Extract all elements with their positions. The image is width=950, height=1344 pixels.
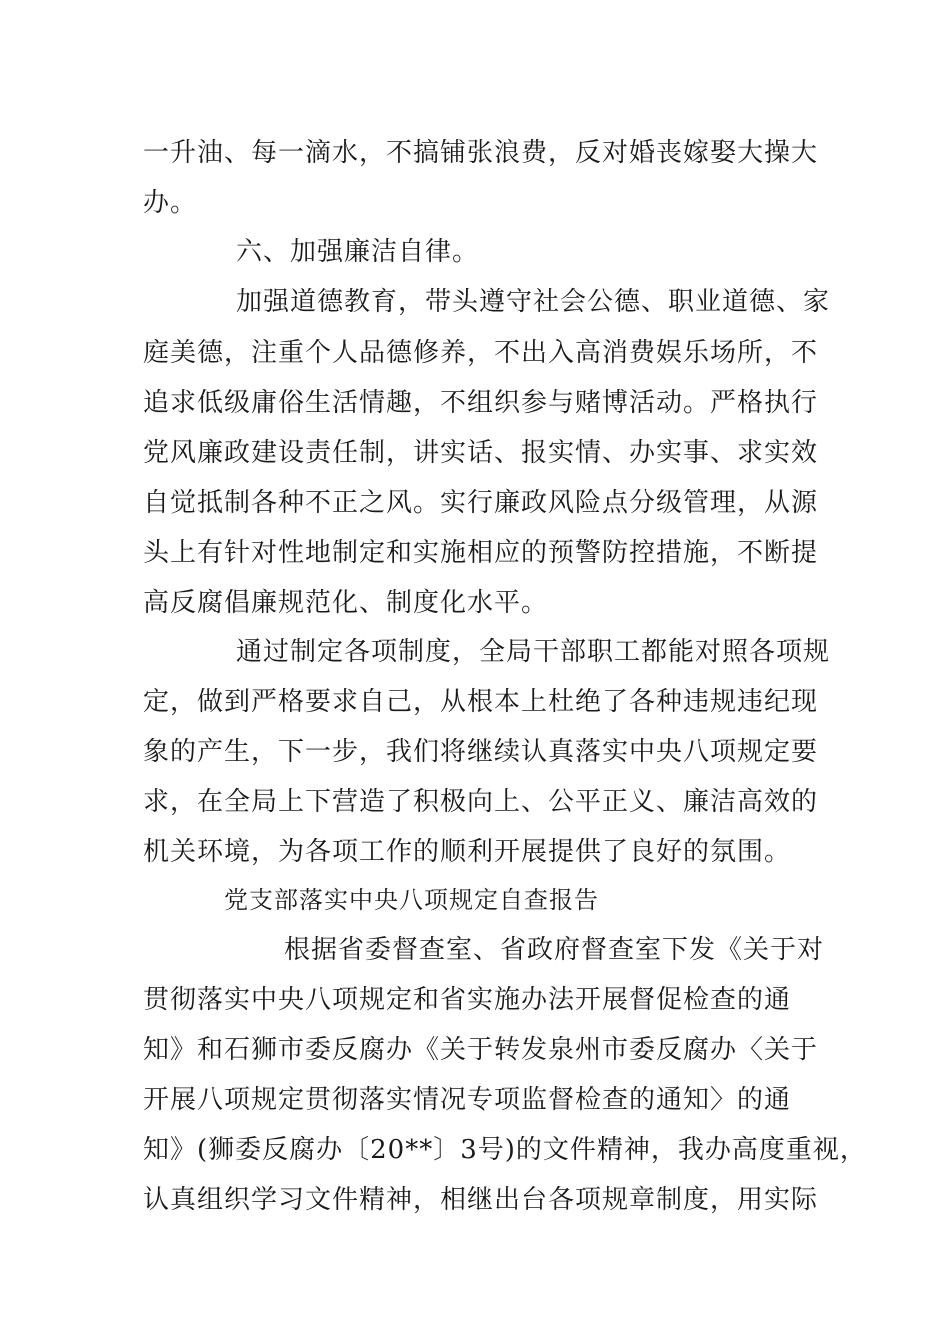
text-line: 机关环境，为各项工作的顺利开展提供了良好的氛围。	[143, 837, 792, 867]
report-title: 党支部落实中央八项规定自查报告	[224, 886, 599, 914]
text-line: 高反腐倡廉规范化、制度化水平。	[143, 588, 549, 618]
text-line: 庭美德，注重个人品德修养，不出入高消费娱乐场所，不	[143, 338, 819, 368]
text-line: 求，在全局上下营造了积极向上、公平正义、廉洁高效的	[143, 787, 819, 817]
paragraph-start: 根据省委督查室、省政府督查室下发《关于对	[284, 935, 825, 965]
text-line: 自觉抵制各种不正之风。实行廉政风险点分级管理，从源	[143, 488, 819, 518]
text-line: 头上有针对性地制定和实施相应的预警防控措施，不断提	[143, 538, 819, 568]
text-line: 办。	[143, 188, 198, 218]
text-line: 开展八项规定贯彻落实情况专项监督检查的通知〉的通	[143, 1085, 792, 1115]
text-line: 追求低级庸俗生活情趣，不组织参与赌博活动。严格执行	[143, 388, 819, 418]
text-line: 一升油、每一滴水，不搞铺张浪费，反对婚丧嫁娶大操大	[143, 138, 819, 168]
text-line: 贯彻落实中央八项规定和省实施办法开展督促检查的通	[143, 985, 792, 1015]
text-line: 象的产生，下一步，我们将继续认真落实中央八项规定要	[143, 737, 819, 767]
text-line: 定，做到严格要求自己，从根本上杜绝了各种违规违纪现	[143, 687, 819, 717]
text-line: 知》和石狮市委反腐办《关于转发泉州市委反腐办〈关于	[143, 1035, 819, 1065]
paragraph-start: 通过制定各项制度，全局干部职工都能对照各项规	[236, 637, 831, 667]
text-line: 认真组织学习文件精神，相继出台各项规章制度，用实际	[143, 1185, 819, 1215]
section-heading: 六、加强廉洁自律。	[236, 237, 480, 267]
text-line: 知》(狮委反腐办〔20**〕3号)的文件精神，我办高度重视，	[143, 1135, 867, 1165]
paragraph-start: 加强道德教育，带头遵守社会公德、职业道德、家	[236, 287, 831, 317]
text-line: 党风廉政建设责任制，讲实话、报实情、办实事、求实效	[143, 438, 819, 468]
